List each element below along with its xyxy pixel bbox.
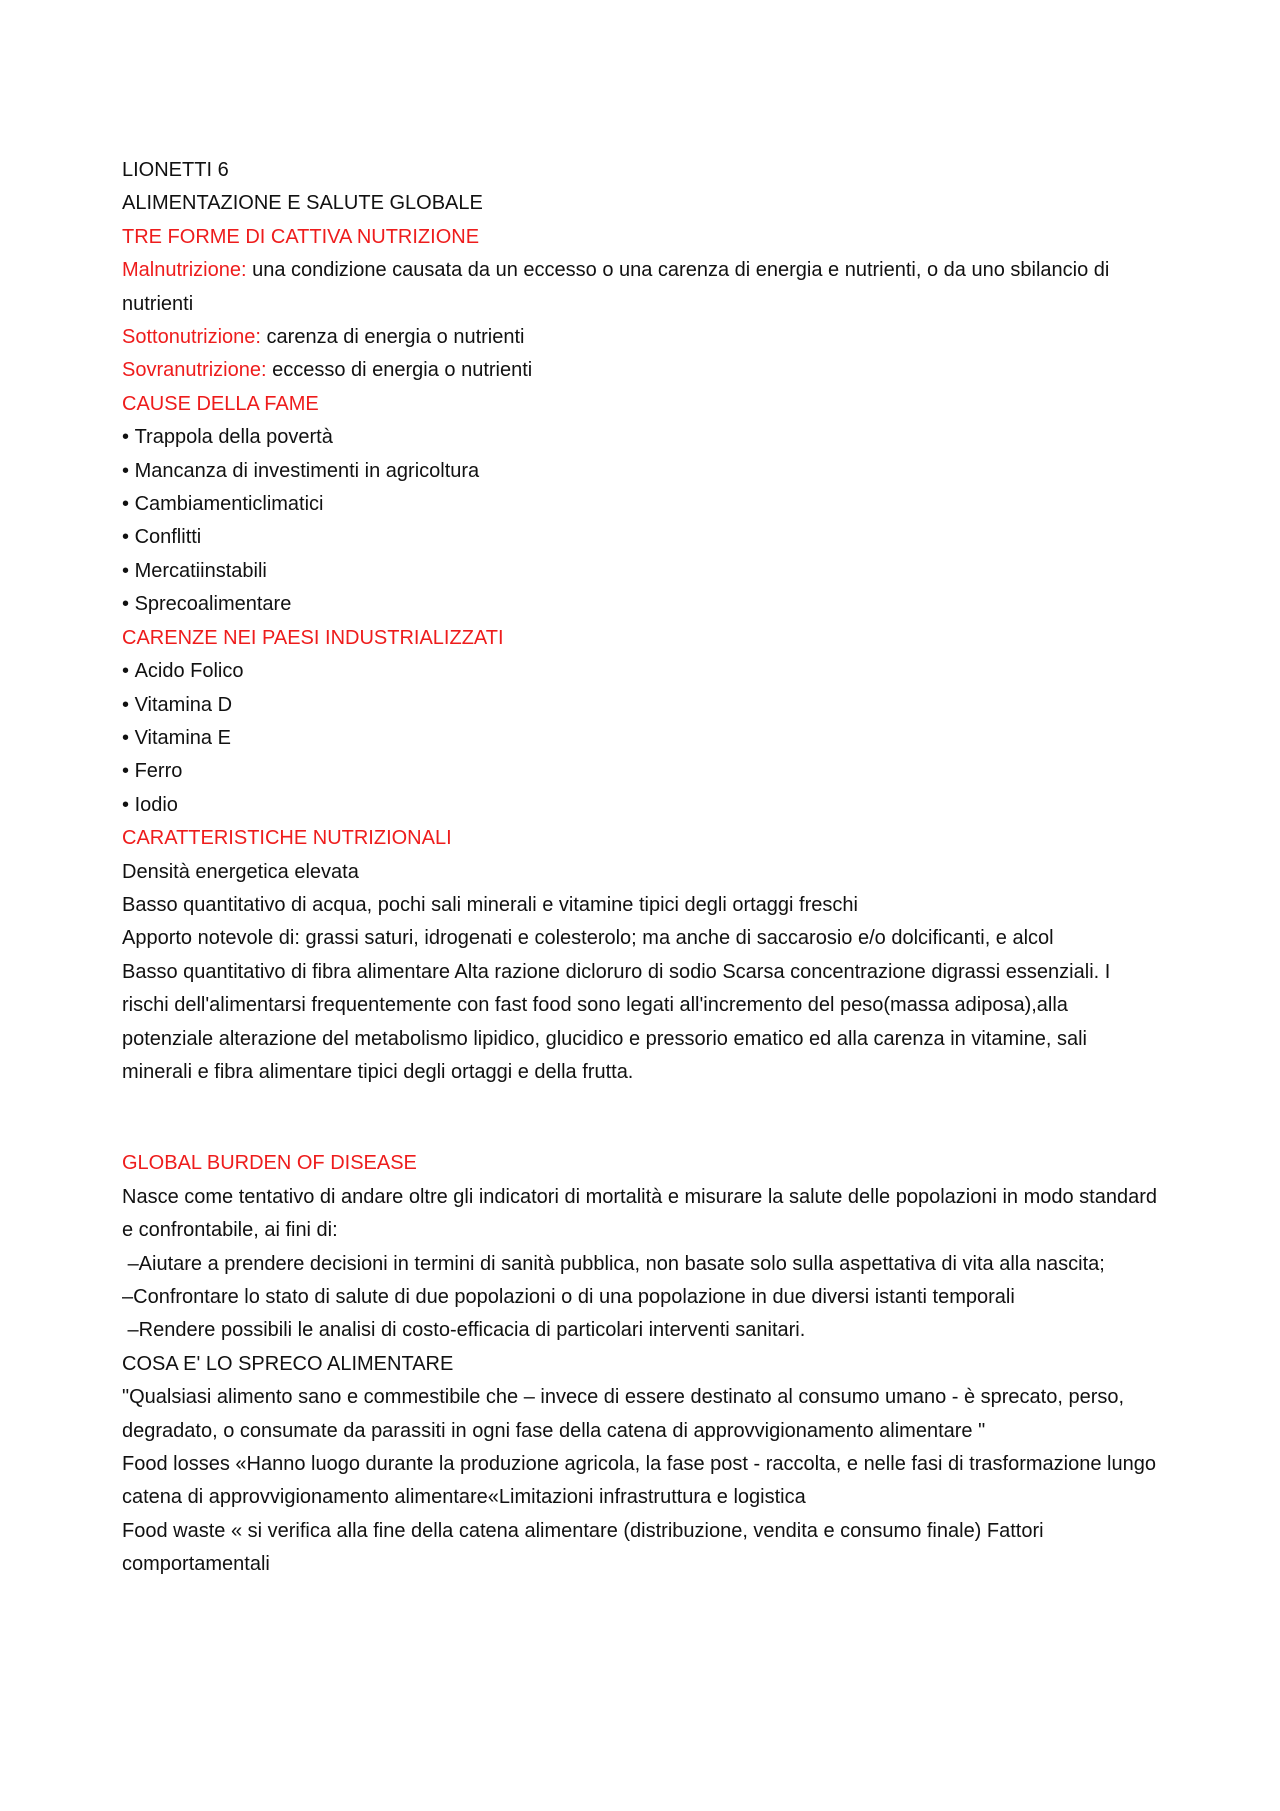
list-item: • Acido Folico [122,655,1162,688]
term-label: Malnutrizione: [122,259,247,282]
definition-sottonutrizione [122,321,1162,354]
term-label: Sovranutrizione: [122,359,267,382]
list-item: • Iodio [122,789,1162,822]
list-item: • Mancanza di investimenti in agricoltura [122,455,1162,488]
list-item: • Cambiamenticlimatici [122,488,1162,521]
section-heading-global-burden: GLOBAL BURDEN OF DISEASE [122,1152,417,1175]
section-heading-cattiva-nutrizione: TRE FORME DI CATTIVA NUTRIZIONE [122,225,480,248]
section-heading-cause-fame: CAUSE DELLA FAME [122,392,319,415]
term-definition: eccesso di energia o nutrienti [266,359,533,382]
document-title: LIONETTI 6 [122,159,229,181]
paragraph-spreco-quote: "Qualsiasi alimento sano e commestibile che – invece di essere destinato al consumo umano - è sprecato, perso, degradato, o consumate da parassiti in ogni fase della catena di approvvigionamento alimentare " [122,1386,1125,1442]
list-item: • Trappola della povertà [122,421,1162,454]
list-item: • Ferro [122,755,1162,788]
term-label: Sottonutrizione: [122,326,261,349]
paragraph-food-losses: Food losses «Hanno luogo durante la produzione agricola, la fase post - raccolta, e nelle fasi di trasformazione lungo catena di approvvigionamento alimentare«Limitazioni infrastruttura e logistica [122,1453,1156,1509]
document-subtitle: ALIMENTAZIONE E SALUTE GLOBALE [122,192,483,215]
paragraph-gbd-intro: Nasce come tentativo di andare oltre gli indicatori di mortalità e misurare la salute delle popolazioni in modo standard e confrontabile, ai fini di: [122,1185,1157,1242]
text-line: Basso quantitativo di acqua, pochi sali minerali e vitamine tipici degli ortaggi freschi [122,893,858,916]
section-heading-carenze: CARENZE NEI PAESI INDUSTRIALIZZATI [122,626,504,649]
gbd-item: –Rendere possibili le analisi di costo-efficacia di particolari interventi sanitari. [122,1319,806,1342]
term-definition: carenza di energia o nutrienti [260,326,525,349]
document-body [122,154,1162,1582]
section-heading-spreco: COSA E' LO SPRECO ALIMENTARE [122,1352,454,1375]
text-line: Densità energetica elevata [122,860,359,883]
list-item: • Sprecoalimentare [122,588,1162,621]
definition-malnutrizione [122,254,1162,321]
list-item: • Conflitti [122,521,1162,554]
text-line: Apporto notevole di: grassi saturi, idrogenati e colesterolo; ma anche di saccarosio e/o dolcificanti, e alcol [122,927,1054,950]
list-item: • Mercatiinstabili [122,555,1162,588]
gbd-item: –Confrontare lo stato di salute di due popolazioni o di una popolazione in due diversi istanti temporali [122,1286,1015,1308]
list-item: • Vitamina E [122,722,1162,755]
paragraph-food-waste: Food waste « si verifica alla fine della catena alimentare (distribuzione, vendita e consumo finale) Fattori comportamentali [122,1519,1044,1576]
section-spacer [122,1089,1162,1147]
section-heading-caratteristiche: CARATTERISTICHE NUTRIZIONALI [122,827,452,850]
gbd-item: –Aiutare a prendere decisioni in termini di sanità pubblica, non basate solo sulla aspettativa di vita alla nascita; [122,1252,1105,1275]
term-definition: una condizione causata da un eccesso o una carenza di energia e nutrienti, o da uno sbilancio di nutrienti [122,259,1110,315]
definition-sovranutrizione [122,354,1162,387]
paragraph-fast-food: Basso quantitativo di fibra alimentare Alta razione dicloruro di sodio Scarsa concentrazione digrassi essenziali. I rischi dell'alimentarsi frequentemente con fast food sono legati all'incremento del peso(massa adiposa),alla potenziale alterazione del metabolismo lipidico, glucidico e pressorio ematico ed alla carenza in vitamine, sali minerali e fibra alimentare tipici degli ortaggi e della frutta. [122,960,1111,1083]
list-item: • Vitamina D [122,689,1162,722]
